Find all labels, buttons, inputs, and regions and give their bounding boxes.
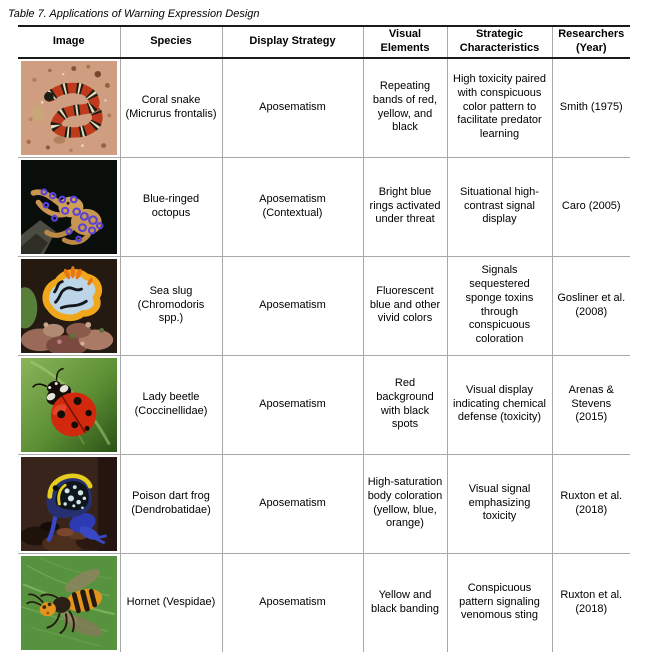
display-strategy-cell: Aposematism <box>222 355 363 454</box>
coral-snake-photo <box>21 61 117 155</box>
visual-elements-cell: Repeating bands of red, yellow, and black <box>363 58 447 158</box>
species-cell: Coral snake (Micrurus frontalis) <box>120 58 222 158</box>
researchers-cell: Smith (1975) <box>552 58 630 158</box>
image-cell <box>18 553 120 652</box>
species-cell: Poison dart frog (Dendrobatidae) <box>120 454 222 553</box>
column-header-strategic-characteristics: Strategic Characteristics <box>447 26 552 58</box>
table-row-lady-beetle <box>18 355 630 454</box>
display-strategy-cell: Aposematism <box>222 256 363 355</box>
column-header-researchers-year: Researchers (Year) <box>552 26 630 58</box>
table-row-hornet <box>18 553 630 652</box>
researchers-cell: Gosliner et al. (2008) <box>552 256 630 355</box>
strategic-characteristics-cell: Conspicuous pattern signaling venomous sting <box>447 553 552 652</box>
hornet-photo <box>21 556 117 650</box>
lady-beetle-photo <box>21 358 117 452</box>
sea-slug-photo <box>21 259 117 353</box>
column-header-display-strategy: Display Strategy <box>222 26 363 58</box>
table-row-coral-snake <box>18 58 630 158</box>
species-cell: Lady beetle (Coccinellidae) <box>120 355 222 454</box>
strategic-characteristics-cell: Visual signal emphasizing toxicity <box>447 454 552 553</box>
blue-ringed-octopus-photo <box>21 160 117 254</box>
column-header-species: Species <box>120 26 222 58</box>
researchers-cell: Caro (2005) <box>552 157 630 256</box>
column-header-visual-elements: Visual Elements <box>363 26 447 58</box>
display-strategy-cell: Aposematism <box>222 58 363 158</box>
visual-elements-cell: Fluorescent blue and other vivid colors <box>363 256 447 355</box>
image-cell <box>18 355 120 454</box>
image-cell <box>18 58 120 158</box>
species-cell: Hornet (Vespidae) <box>120 553 222 652</box>
species-cell: Blue-ringed octopus <box>120 157 222 256</box>
display-strategy-cell: Aposematism <box>222 553 363 652</box>
image-cell <box>18 256 120 355</box>
image-cell <box>18 157 120 256</box>
display-strategy-cell: Aposematism (Contextual) <box>222 157 363 256</box>
visual-elements-cell: High-saturation body coloration (yellow, blue, orange) <box>363 454 447 553</box>
species-cell: Sea slug (Chromodoris spp.) <box>120 256 222 355</box>
image-cell <box>18 454 120 553</box>
warning-expression-table <box>18 25 630 652</box>
strategic-characteristics-cell: High toxicity paired with conspicuous color pattern to facilitate predator learning <box>447 58 552 158</box>
table-row-sea-slug <box>18 256 630 355</box>
poison-dart-frog-photo <box>21 457 117 551</box>
strategic-characteristics-cell: Signals sequestered sponge toxins through conspicuous coloration <box>447 256 552 355</box>
table-row-blue-ringed-octopus <box>18 157 630 256</box>
table-caption: Table 7. Applications of Warning Expression Design <box>8 8 260 20</box>
column-header-image: Image <box>18 26 120 58</box>
researchers-cell: Arenas & Stevens (2015) <box>552 355 630 454</box>
display-strategy-cell: Aposematism <box>222 454 363 553</box>
header-row <box>18 26 630 58</box>
researchers-cell: Ruxton et al. (2018) <box>552 454 630 553</box>
table-row-poison-dart-frog <box>18 454 630 553</box>
visual-elements-cell: Bright blue rings activated under threat <box>363 157 447 256</box>
researchers-cell: Ruxton et al. (2018) <box>552 553 630 652</box>
strategic-characteristics-cell: Visual display indicating chemical defense (toxicity) <box>447 355 552 454</box>
visual-elements-cell: Red background with black spots <box>363 355 447 454</box>
visual-elements-cell: Yellow and black banding <box>363 553 447 652</box>
strategic-characteristics-cell: Situational high-contrast signal display <box>447 157 552 256</box>
